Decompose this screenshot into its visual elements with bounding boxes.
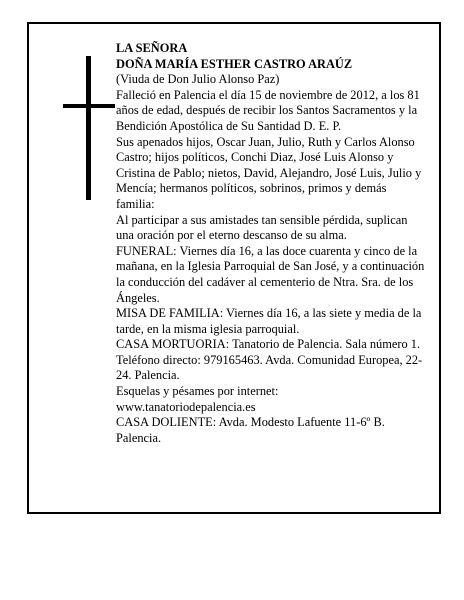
family-mass-info: MISA DE FAMILIA: Viernes día 16, a las siete y media de la tarde, en la misma iglesia parroquial. [116, 306, 422, 336]
obituary-notice [27, 22, 441, 514]
mortuary-info: CASA MORTUORIA: Tanatorio de Palencia. Sala número 1. Teléfono directo: 979165463. Avda. Comunidad Europea, 22-24. Palencia. [116, 337, 423, 383]
mourning-house-info: CASA DOLIENTE: Avda. Modesto Lafuente 11-6º B. Palencia. [116, 415, 385, 445]
cross-vertical-bar [86, 56, 91, 200]
obituary-text [116, 41, 428, 446]
cross-horizontal-bar [63, 104, 115, 108]
family-list: Sus apenados hijos, Oscar Juan, Julio, Ruth y Carlos Alonso Castro; hijos políticos, Conchi Diaz, José Luis Alonso y Cristina de Pablo; nietos, David, Alejandro, José Luis, Julio y Mencía; hermanos políticos, sobrinos, primos y demás familia: [116, 134, 422, 211]
funeral-info: FUNERAL: Viernes día 16, a las doce cuarenta y cinco de la mañana, en la Iglesia Parroquial de San José, y a continuación la conducción del cadáver al cementerio de Ntra. Sra. de los Ángeles. [116, 243, 425, 305]
cross-icon [63, 56, 115, 200]
internet-condolences-label: Esquelas y pésames por internet: [116, 384, 279, 399]
deceased-name: DOÑA MARÍA ESTHER CASTRO ARAÚZ [116, 56, 353, 71]
prayer-request: Al participar a sus amistades tan sensible pérdida, suplican una oración por el eterno descanso de su alma. [116, 212, 408, 243]
death-announcement: Falleció en Palencia el día 15 de noviembre de 2012, a los 81 años de edad, después de recibir los Santos Sacramentos y la Bendición Apostólica de Su Santidad D. E. P. [116, 87, 420, 133]
title-line-1: LA SEÑORA [116, 41, 188, 55]
widow-note: (Viuda de Don Julio Alonso Paz) [116, 72, 280, 87]
website-link[interactable]: www.tanatoriodepalencia.es [116, 399, 256, 414]
